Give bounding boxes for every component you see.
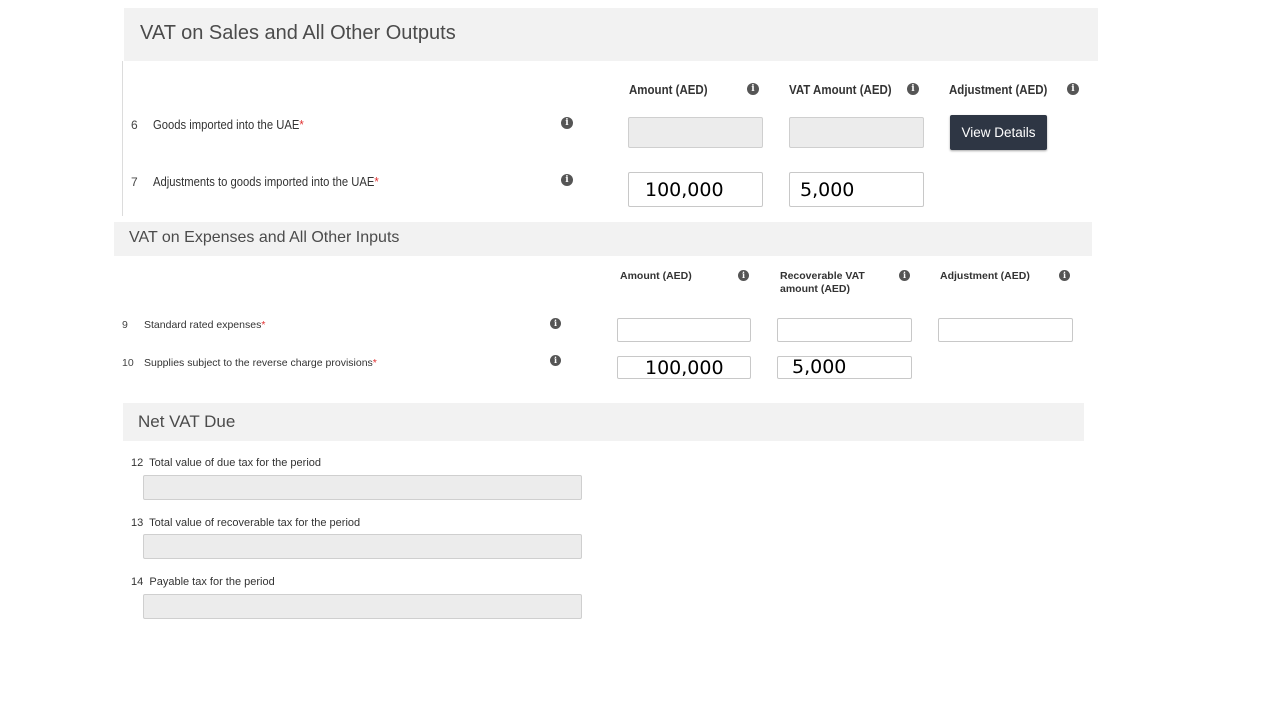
info-icon[interactable]: i: [1059, 270, 1070, 281]
info-icon[interactable]: i: [899, 270, 910, 281]
info-icon[interactable]: i: [561, 117, 573, 129]
row-label-text: Standard rated expenses: [144, 319, 262, 331]
row-label-text: Supplies subject to the reverse charge provisions: [144, 357, 373, 369]
net-vat-row-14: [131, 576, 275, 588]
total-due-tax-field: [143, 475, 582, 500]
info-icon[interactable]: i: [1067, 83, 1079, 95]
row-number: 14: [131, 576, 144, 588]
goods-imported-amount-field: [628, 117, 763, 148]
row-label-standard-rated-expenses: [144, 319, 265, 331]
row-number: 12: [131, 457, 144, 469]
reverse-charge-recoverable-field[interactable]: 5,000: [777, 356, 912, 379]
info-icon[interactable]: i: [561, 174, 573, 186]
goods-imported-vat-field: [789, 117, 924, 148]
row-number: 13: [131, 517, 144, 529]
required-marker: *: [261, 319, 266, 331]
row-label-adjustments-goods-imported: [153, 175, 379, 189]
expenses-col-amount: Amount (AED): [620, 270, 692, 282]
standard-rated-amount-field[interactable]: [617, 318, 751, 342]
row-label-text: Payable tax for the period: [149, 576, 275, 588]
row-number: 9: [122, 319, 128, 331]
standard-rated-adjustment-field[interactable]: [938, 318, 1073, 342]
adjustments-vat-field[interactable]: 5,000: [789, 172, 924, 207]
net-vat-section-header: [123, 403, 1084, 441]
net-vat-row-12: [131, 457, 321, 469]
payable-tax-field: [143, 594, 582, 619]
row-label-text: Goods imported into the UAE: [153, 118, 300, 132]
expenses-col-adjustment: Adjustment (AED): [940, 270, 1030, 282]
row-number: 7: [131, 175, 138, 189]
info-icon[interactable]: i: [907, 83, 919, 95]
required-marker: *: [299, 118, 304, 132]
sales-col-adjustment: Adjustment (AED): [949, 83, 1048, 97]
sales-col-vat-amount: VAT Amount (AED): [789, 83, 892, 97]
adjustments-amount-field[interactable]: 100,000: [628, 172, 763, 207]
view-details-button[interactable]: View Details: [950, 115, 1047, 150]
row-number: 6: [131, 118, 138, 132]
total-recoverable-tax-field: [143, 534, 582, 559]
standard-rated-recoverable-field[interactable]: [777, 318, 912, 342]
sales-col-amount: Amount (AED): [629, 83, 708, 97]
row-label-reverse-charge: [144, 357, 377, 369]
row-number: 10: [122, 357, 134, 369]
net-vat-row-13: [131, 517, 360, 529]
expenses-col-recoverable-vat: Recoverable VAT amount (AED): [780, 270, 865, 295]
net-vat-section-title: Net VAT Due: [138, 412, 236, 431]
info-icon[interactable]: i: [550, 318, 561, 329]
sales-section-left-rule: [122, 61, 123, 216]
required-marker: *: [372, 357, 377, 369]
row-label-text: Total value of recoverable tax for the period: [149, 517, 361, 529]
info-icon[interactable]: i: [747, 83, 759, 95]
row-label-text: Total value of due tax for the period: [149, 457, 322, 469]
required-marker: *: [374, 175, 379, 189]
expenses-section-title: VAT on Expenses and All Other Inputs: [129, 229, 400, 246]
row-label-text: Adjustments to goods imported into the UAE: [153, 175, 375, 189]
row-label-goods-imported: [153, 118, 304, 132]
info-icon[interactable]: i: [738, 270, 749, 281]
info-icon[interactable]: i: [550, 355, 561, 366]
reverse-charge-amount-field[interactable]: 100,000: [617, 356, 751, 379]
sales-section-title: VAT on Sales and All Other Outputs: [140, 22, 456, 44]
